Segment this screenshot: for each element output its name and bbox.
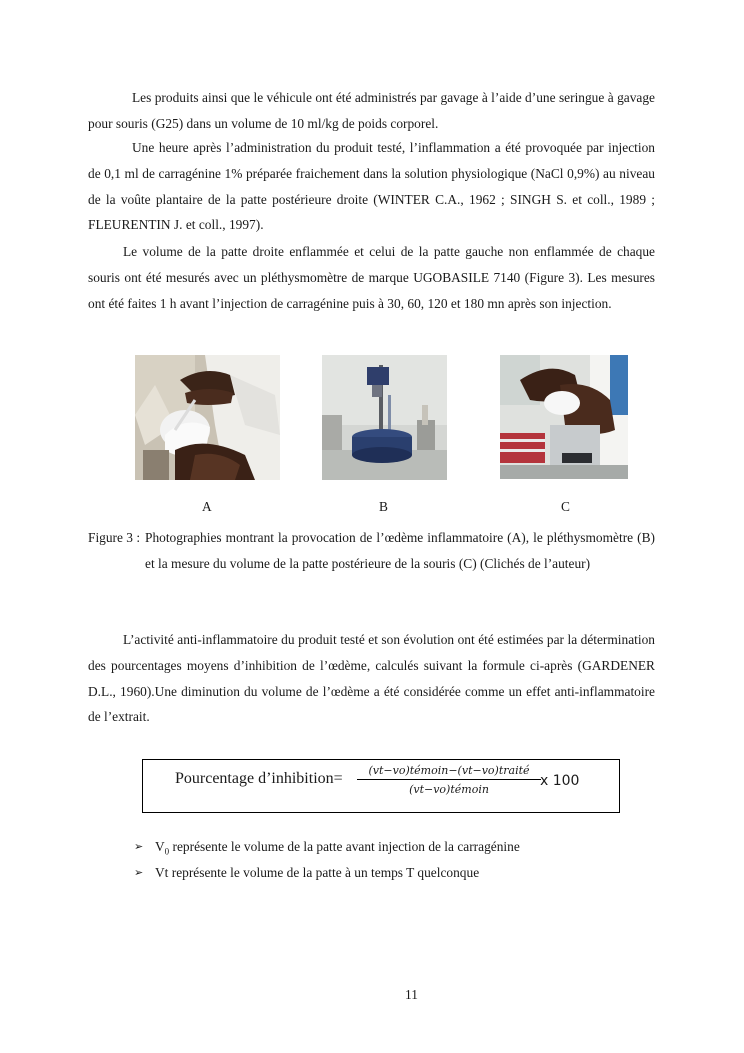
bullet-prefix: Vt <box>155 865 169 880</box>
page-number: 11 <box>405 987 418 1002</box>
bullet-subscript: 0 <box>164 846 170 857</box>
formula-fraction <box>357 764 541 796</box>
figure-label-c: C <box>561 499 570 514</box>
figure-caption-head: Figure 3 : <box>88 530 141 545</box>
arrow-bullet-icon: ➢ <box>134 840 144 853</box>
figure-label-a: A <box>202 499 212 514</box>
photo-oedema-provocation <box>135 355 280 480</box>
photo-plethysmometer <box>322 355 447 480</box>
figure-caption-body: Photographies montrant la provocation de l’œdème inflammatoire (A), le pléthysmomètre (B) et la mesure du volume de la patte postérieure de la souris (C) (Clichés de l’auteur) <box>145 530 655 571</box>
paragraph-measurement: Le volume de la patte droite enflammée et celui de la patte gauche non enflammée de chaque souris ont été mesurés avec un pléthysmomètre de marque UGOBASILE 7140 (Figure 3). Les mesures ont été faites 1 h avant l’injection de carragénine puis à 30, 60, 120 et 180 mn après son injection. <box>88 244 655 311</box>
formula-multiplier: x 100 <box>540 773 580 789</box>
bullet-prefix: V <box>155 839 165 854</box>
paragraph-inflammation: Une heure après l’administration du produit testé, l’inflammation a été provoquée par injection de 0,1 ml de carragénine 1% préparée fraichement dans la solution physiologique (NaCl 0,9%) au niveau de la voûte plantaire de la patte postérieure droite (WINTER C.A., 1962 ; SINGH S. et coll., 1989 ; FLEURENTIN J. et coll., 1997). <box>88 140 655 233</box>
formula-label: Pourcentage d’inhibition= <box>175 770 343 787</box>
formula-numerator: (vt−vo)témoin−(vt−vo)traité <box>357 764 541 780</box>
figure-label-b: B <box>379 499 388 514</box>
bullet-item-v0 <box>134 837 520 862</box>
formula-denominator: (vt−vo)témoin <box>409 783 489 796</box>
formula-box <box>142 759 620 813</box>
arrow-bullet-icon: ➢ <box>134 866 144 879</box>
photo-paw-volume-measurement <box>500 355 628 479</box>
bullet-item-vt <box>134 863 479 883</box>
paragraph-administration: Les produits ainsi que le véhicule ont été administrés par gavage à l’aide d’une seringue à gavage pour souris (G25) dans un volume de 10 ml/kg de poids corporel. <box>88 90 655 131</box>
bullet-text: représente le volume de la patte à un temps T quelconque <box>168 865 480 880</box>
paragraph-anti-inflammatory: L’activité anti-inflammatoire du produit testé et son évolution ont été estimées par la détermination des pourcentages moyens d’inhibition de l’œdème, calculés suivant la formule ci-après (GARDENER D.L., 1960).Une diminution du volume de l’œdème a été considérée comme un effet anti-inflammatoire de l’extrait. <box>88 632 655 725</box>
bullet-text: représente le volume de la patte avant injection de la carragénine <box>169 839 520 854</box>
figure-caption <box>88 525 655 577</box>
